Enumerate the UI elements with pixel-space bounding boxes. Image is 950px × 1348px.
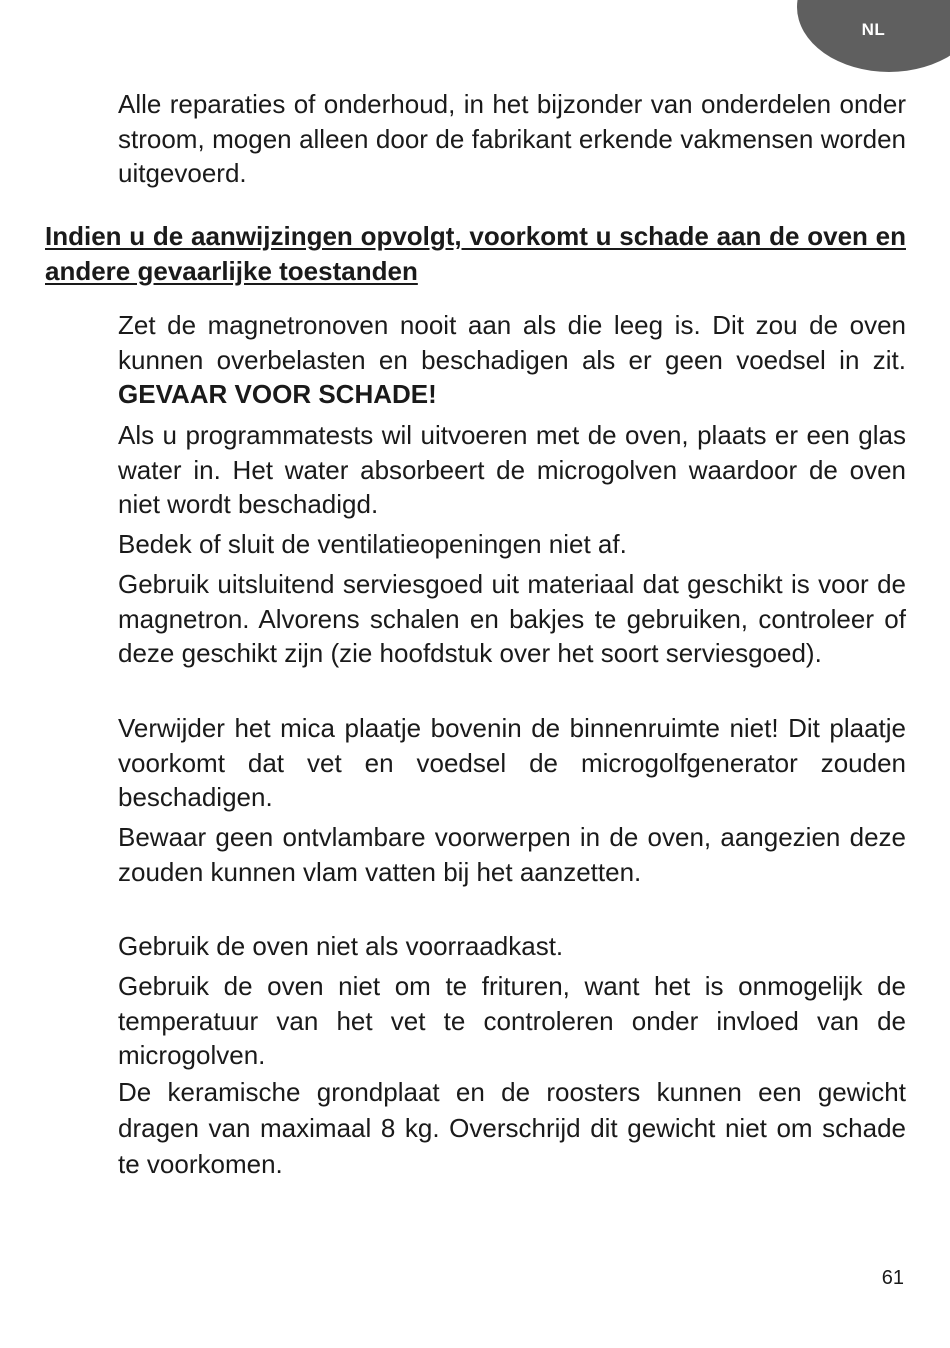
paragraph-mica-plate: Verwijder het mica plaatje bovenin de binnenruimte niet! Dit plaatje voorkomt dat vet en voedsel de microgolfgenerator zouden beschadigen. — [118, 713, 906, 812]
paragraph-ventilation: Bedek of sluit de ventilatieopeningen niet af. — [118, 529, 627, 559]
paragraph-program-test: Als u programmatests wil uitvoeren met de oven, plaats er een glas water in. Het water absorbeert de microgolven waardoor de oven niet wordt beschadigd. — [118, 420, 906, 519]
paragraph-tableware: Gebruik uitsluitend serviesgoed uit materiaal dat geschikt is voor de magnetron. Alvorens schalen en bakjes te gebruiken, controleer of deze geschikt zijn (zie hoofdstuk over het soort serviesgoed). — [118, 569, 906, 668]
paragraph-frying: Gebruik de oven niet om te frituren, want het is onmogelijk de temperatuur van het vet te controleren onder invloed van de microgolven. — [118, 971, 906, 1070]
danger-warning: GEVAAR VOOR SCHADE! — [118, 379, 437, 409]
paragraph-storage: Gebruik de oven niet als voorraadkast. — [118, 931, 564, 961]
paragraph-max-weight: De keramische grondplaat en de roosters kunnen een gewicht dragen van maximaal 8 kg. Overschrijd dit gewicht niet om schade te voorkomen. — [118, 1077, 906, 1179]
section-heading: Indien u de aanwijzingen opvolgt, voorkomt u schade aan de oven en andere gevaarlijke toestanden — [45, 221, 906, 286]
paragraph-text: Zet de magnetronoven nooit aan als die leeg is. Dit zou de oven kunnen overbelasten en beschadigen als er geen voedsel in zit. — [118, 310, 906, 375]
paragraph-empty-oven — [118, 308, 906, 412]
intro-paragraph: Alle reparaties of onderhoud, in het bijzonder van onderdelen onder stroom, mogen alleen door de fabrikant erkende vakmensen worden uitgevoerd. — [118, 89, 906, 188]
page-number: 61 — [881, 1267, 904, 1289]
language-badge-label: NL — [861, 20, 886, 39]
paragraph-flammable: Bewaar geen ontvlambare voorwerpen in de oven, aangezien deze zouden kunnen vlam vatten bij het aanzetten. — [118, 822, 906, 887]
